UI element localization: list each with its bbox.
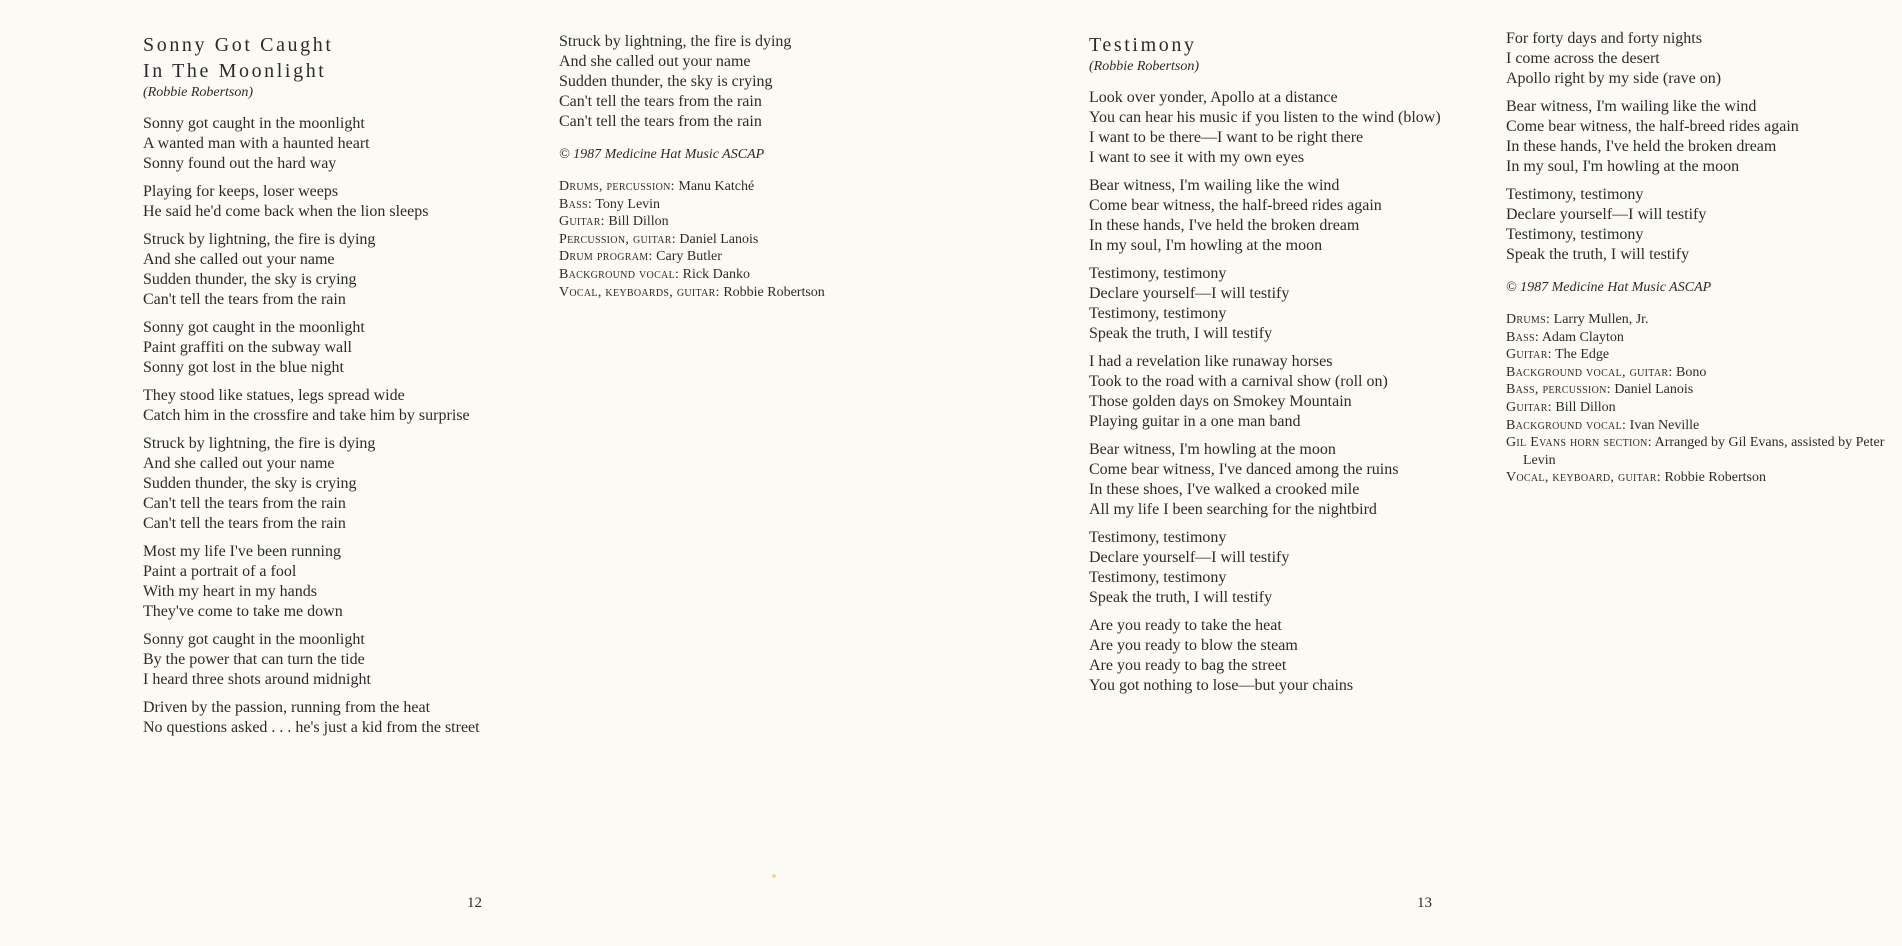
lyric-line: Bear witness, I'm wailing like the wind <box>1506 98 1757 115</box>
lyric-line: I come across the desert <box>1506 50 1660 67</box>
credit-name: Daniel Lanois <box>679 231 759 247</box>
right-page <box>951 0 1902 946</box>
credit-line <box>1506 364 1886 382</box>
lyric-line: Took to the road with a carnival show (roll on) <box>1089 373 1388 390</box>
lyric-line: Paint a portrait of a fool <box>143 563 297 580</box>
lyric-line: And she called out your name <box>143 455 335 472</box>
lyric-line: I heard three shots around midnight <box>143 671 371 688</box>
lyric-line: By the power that can turn the tide <box>143 651 365 668</box>
lyric-line: Speak the truth, I will testify <box>1089 325 1273 342</box>
lyric-stanza <box>143 386 503 426</box>
credit-line <box>1506 346 1886 364</box>
lyric-line: Come bear witness, the half-breed rides again <box>1089 197 1382 214</box>
lyric-line: Apollo right by my side (rave on) <box>1506 70 1722 87</box>
lyric-line: Can't tell the tears from the rain <box>559 93 762 110</box>
lyric-line: For forty days and forty nights <box>1506 30 1702 47</box>
lyric-line: Struck by lightning, the fire is dying <box>143 231 376 248</box>
credit-name: Rick Danko <box>682 266 750 282</box>
lyric-line: He said he'd come back when the lion sleeps <box>143 203 429 220</box>
credit-role: Bass, percussion: <box>1506 382 1611 398</box>
credit-line <box>559 266 939 284</box>
lyric-line: Come bear witness, the half-breed rides again <box>1506 118 1799 135</box>
credit-name: Bill Dillon <box>1555 399 1616 415</box>
lyric-line: Testimony, testimony <box>1089 529 1227 546</box>
lyrics-stanzas-continued <box>559 32 939 132</box>
lyric-line: Testimony, testimony <box>1506 186 1644 203</box>
sonny-continued-column <box>559 32 939 301</box>
credit-role: Percussion, guitar: <box>559 231 676 247</box>
song-title-line-2: In The Moonlight <box>143 60 327 82</box>
lyric-line: And she called out your name <box>559 53 751 70</box>
lyric-line: Driven by the passion, running from the heat <box>143 699 431 716</box>
credit-line <box>1506 381 1886 399</box>
lyric-line: Most my life I've been running <box>143 543 341 560</box>
credit-role: Background vocal, guitar: <box>1506 364 1673 380</box>
credit-name: Arranged by Gil Evans, assisted by Peter Levin <box>1523 435 1885 468</box>
lyric-stanza <box>1089 440 1459 520</box>
credit-name: Ivan Neville <box>1629 417 1700 433</box>
copyright-notice: © 1987 Medicine Hat Music ASCAP <box>1506 280 1712 295</box>
lyric-line: Sonny got caught in the moonlight <box>143 319 365 336</box>
credit-name: Larry Mullen, Jr. <box>1553 312 1649 327</box>
credits-list <box>1506 311 1886 487</box>
lyric-line: Speak the truth, I will testify <box>1089 589 1273 606</box>
lyric-line: Are you ready to bag the street <box>1089 657 1287 674</box>
credit-line <box>559 248 939 266</box>
testimony-lyrics-column <box>1089 32 1459 704</box>
credit-role: Gil Evans horn section: <box>1506 435 1652 451</box>
lyric-line: All my life I been searching for the nightbird <box>1089 501 1377 518</box>
lyric-stanza <box>143 318 503 378</box>
credit-role: Vocal, keyboard, guitar: <box>1506 470 1661 486</box>
credit-line <box>1506 399 1886 417</box>
lyric-line: Sudden thunder, the sky is crying <box>559 73 773 90</box>
credit-role: Background vocal: <box>559 266 680 282</box>
lyric-line: Testimony, testimony <box>1506 226 1644 243</box>
lyrics-stanzas <box>143 114 503 738</box>
lyric-line: Paint graffiti on the subway wall <box>143 339 352 356</box>
credit-line <box>1506 417 1886 435</box>
credit-role: Background vocal: <box>1506 417 1627 433</box>
credit-line <box>1506 469 1886 487</box>
lyric-line: In these shoes, I've walked a crooked mile <box>1089 481 1360 498</box>
lyric-line: Bear witness, I'm wailing like the wind <box>1089 177 1340 194</box>
lyric-line: Can't tell the tears from the rain <box>143 515 346 532</box>
lyric-line: With my heart in my hands <box>143 583 317 600</box>
credit-role: Guitar: <box>1506 399 1552 415</box>
credit-name: Cary Butler <box>656 249 722 265</box>
lyric-stanza <box>143 542 503 622</box>
lyric-stanza <box>1089 616 1459 696</box>
credit-line <box>559 213 939 231</box>
lyric-stanza <box>1506 185 1886 265</box>
credit-line <box>1506 329 1886 347</box>
lyric-line: Testimony, testimony <box>1089 265 1227 282</box>
lyric-stanza <box>1506 97 1886 177</box>
lyric-line: Playing for keeps, loser weeps <box>143 183 339 200</box>
lyric-stanza <box>143 182 503 222</box>
copyright-notice: © 1987 Medicine Hat Music ASCAP <box>559 147 765 162</box>
lyric-line: Sonny found out the hard way <box>143 155 337 172</box>
credit-name: Robbie Robertson <box>723 284 825 300</box>
credit-name: Daniel Lanois <box>1614 382 1694 398</box>
lyric-line: Catch him in the crossfire and take him by surprise <box>143 407 470 424</box>
lyric-line: In my soul, I'm howling at the moon <box>1089 237 1323 254</box>
lyric-line: In these hands, I've held the broken dream <box>1506 138 1777 155</box>
lyric-line: They've come to take me down <box>143 603 343 620</box>
lyric-line: Are you ready to blow the steam <box>1089 637 1298 654</box>
credit-name: Bono <box>1676 364 1707 380</box>
credit-line <box>559 231 939 249</box>
lyric-line: Can't tell the tears from the rain <box>559 113 762 130</box>
song-author: (Robbie Robertson) <box>1089 59 1200 74</box>
lyric-line: Speak the truth, I will testify <box>1506 246 1690 263</box>
lyric-stanza <box>1089 88 1459 168</box>
lyric-line: Struck by lightning, the fire is dying <box>143 435 376 452</box>
lyric-stanza <box>143 630 503 690</box>
credit-role: Bass: <box>1506 329 1540 345</box>
lyric-stanza <box>1089 528 1459 608</box>
lyric-stanza <box>143 698 503 738</box>
lyric-line: You got nothing to lose—but your chains <box>1089 677 1354 694</box>
lyric-line: Sonny got caught in the moonlight <box>143 115 365 132</box>
credits-list <box>559 178 939 301</box>
lyric-line: Testimony, testimony <box>1089 569 1227 586</box>
lyric-line: You can hear his music if you listen to the wind (blow) <box>1089 109 1441 126</box>
lyric-line: No questions asked . . . he's just a kid from the street <box>143 719 480 736</box>
lyric-line: They stood like statues, legs spread wide <box>143 387 405 404</box>
lyric-line: A wanted man with a haunted heart <box>143 135 370 152</box>
lyrics-stanzas-continued <box>1506 29 1886 265</box>
credit-line <box>559 178 939 196</box>
lyric-line: I want to see it with my own eyes <box>1089 149 1305 166</box>
page-number-left: 12 <box>467 895 482 911</box>
credit-name: Bill Dillon <box>608 214 669 230</box>
lyric-line: Can't tell the tears from the rain <box>143 291 346 308</box>
lyric-line: Declare yourself—I will testify <box>1089 549 1290 566</box>
credit-line <box>1506 434 1886 469</box>
lyric-line: Come bear witness, I've danced among the ruins <box>1089 461 1399 478</box>
lyric-line: Sonny got caught in the moonlight <box>143 631 365 648</box>
lyric-line: Playing guitar in a one man band <box>1089 413 1301 430</box>
lyric-stanza <box>1089 176 1459 256</box>
lyric-line: And she called out your name <box>143 251 335 268</box>
credit-role: Guitar: <box>559 214 605 230</box>
lyric-line: Declare yourself—I will testify <box>1089 285 1290 302</box>
credit-role: Drum program: <box>559 249 653 265</box>
song-title-line-1: Sonny Got Caught <box>143 34 334 56</box>
credit-name: Manu Katché <box>678 179 755 194</box>
lyric-stanza <box>559 32 939 132</box>
credit-line <box>559 284 939 302</box>
credit-role: Vocal, keyboards, guitar: <box>559 284 720 300</box>
lyric-line: I want to be there—I want to be right there <box>1089 129 1364 146</box>
lyric-line: Are you ready to take the heat <box>1089 617 1282 634</box>
credit-role: Guitar: <box>1506 347 1552 363</box>
testimony-continued-column <box>1506 29 1886 487</box>
credit-name: Tony Levin <box>595 196 661 212</box>
lyric-line: In my soul, I'm howling at the moon <box>1506 158 1740 175</box>
paper-speck <box>772 874 776 878</box>
lyrics-stanzas <box>1089 88 1459 696</box>
lyric-line: Struck by lightning, the fire is dying <box>559 33 792 50</box>
credit-role: Bass: <box>559 196 593 212</box>
lyric-line: Sudden thunder, the sky is crying <box>143 475 357 492</box>
page-number-right: 13 <box>1417 895 1432 911</box>
lyric-line: Bear witness, I'm howling at the moon <box>1089 441 1336 458</box>
lyric-line: Those golden days on Smokey Mountain <box>1089 393 1352 410</box>
lyric-line: Look over yonder, Apollo at a distance <box>1089 89 1338 106</box>
credit-name: Adam Clayton <box>1541 329 1624 345</box>
credit-name: The Edge <box>1555 347 1610 363</box>
song-title-sonny <box>143 32 503 84</box>
lyric-line: Sudden thunder, the sky is crying <box>143 271 357 288</box>
credit-line <box>1506 311 1886 329</box>
lyric-stanza <box>1506 29 1886 89</box>
lyric-line: Testimony, testimony <box>1089 305 1227 322</box>
song-author: (Robbie Robertson) <box>143 85 254 100</box>
lyric-line: Sonny got lost in the blue night <box>143 359 344 376</box>
lyric-line: I had a revelation like runaway horses <box>1089 353 1333 370</box>
credit-name: Robbie Robertson <box>1664 470 1766 486</box>
credit-role: Drums, percussion: <box>559 179 675 194</box>
lyric-stanza <box>1089 264 1459 344</box>
sonny-lyrics-column <box>143 32 503 746</box>
lyric-line: Can't tell the tears from the rain <box>143 495 346 512</box>
song-title-testimony <box>1089 32 1459 58</box>
lyric-stanza <box>1089 352 1459 432</box>
lyric-stanza <box>143 114 503 174</box>
lyric-line: In these hands, I've held the broken dream <box>1089 217 1360 234</box>
credit-line <box>559 196 939 214</box>
lyric-stanza <box>143 434 503 534</box>
credit-role: Drums: <box>1506 312 1551 327</box>
lyric-line: Declare yourself—I will testify <box>1506 206 1707 223</box>
lyric-stanza <box>143 230 503 310</box>
song-title-line-1: Testimony <box>1089 34 1197 56</box>
